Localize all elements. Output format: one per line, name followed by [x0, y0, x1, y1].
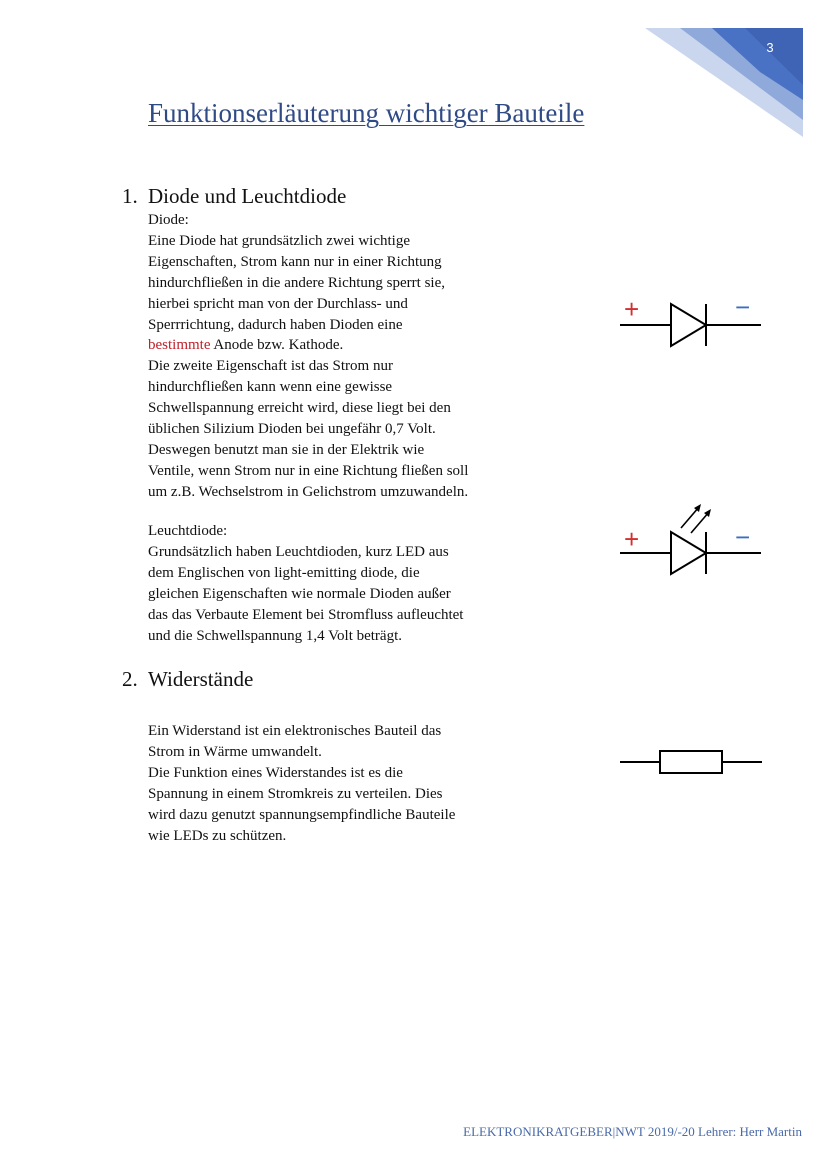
- text-line: Eigenschaften, Strom kann nur in einer Richtung: [148, 253, 442, 270]
- text-line: Spannung in einem Stromkreis zu verteilen. Dies: [148, 785, 443, 802]
- text-line-highlight: [148, 335, 528, 356]
- text-line: Ventile, wenn Strom nur in eine Richtung fließen soll: [148, 462, 469, 479]
- text-line: Grundsätzlich haben Leuchtdioden, kurz LED aus: [148, 543, 449, 560]
- corner-decoration: [0, 0, 828, 160]
- diode-symbol: [615, 295, 765, 351]
- led-symbol: [615, 500, 765, 580]
- text-line: Deswegen benutzt man sie in der Elektrik wie: [148, 441, 425, 458]
- text-line: Eine Diode hat grundsätzlich zwei wichtige: [148, 232, 410, 249]
- text-line: Sperrrichtung, dadurch haben Dioden eine: [148, 316, 403, 333]
- text-line: um z.B. Wechselstrom in Gelichstrom umzuwandeln.: [148, 483, 469, 500]
- led-paragraph: [148, 521, 528, 646]
- text-line: Die zweite Eigenschaft ist das Strom nur: [148, 358, 393, 375]
- section-number: 1.: [122, 184, 138, 208]
- text-line: das das Verbaute Element bei Stromfluss aufleuchtet: [148, 606, 464, 623]
- text-line: wie LEDs zu schützen.: [148, 827, 287, 844]
- text-fragment: Anode bzw. Kathode.: [210, 337, 344, 354]
- text-line: Schwellspannung erreicht wird, diese liegt bei den: [148, 400, 451, 417]
- text-line: und die Schwellspannung 1,4 Volt beträgt.: [148, 627, 403, 644]
- text-line: Strom in Wärme umwandelt.: [148, 743, 322, 760]
- text-line: üblichen Silizium Dioden bei ungefähr 0,7 Volt.: [148, 421, 436, 438]
- text-line: hierbei spricht man von der Durchlass- und: [148, 295, 408, 312]
- text-line: dem Englischen von light-emitting diode, die: [148, 564, 420, 581]
- diode-paragraph: [148, 210, 528, 503]
- page-footer: ELEKTRONIKRATGEBER|NWT 2019/-20 Lehrer: Herr Martin: [463, 1124, 802, 1139]
- minus-sign: −: [735, 295, 751, 322]
- section-number: 2.: [122, 667, 138, 691]
- text-line: hindurchfließen kann wenn eine gewisse: [148, 379, 393, 396]
- minus-sign: −: [735, 522, 751, 552]
- text-line: Die Funktion eines Widerstandes ist es die: [148, 764, 403, 781]
- led-label: Leuchtdiode:: [148, 523, 228, 539]
- section-title: Diode und Leuchtdiode: [148, 184, 347, 208]
- text-line: gleichen Eigenschaften wie normale Dioden außer: [148, 585, 451, 602]
- page-number: 3: [766, 40, 774, 55]
- page-title: Funktionserläuterung wichtiger Bauteile: [148, 98, 585, 128]
- diode-label: Diode:: [148, 212, 189, 228]
- section-title: Widerstände: [148, 667, 254, 691]
- resistor-paragraph: [148, 721, 528, 846]
- highlighted-word: bestimmte: [148, 337, 211, 354]
- plus-sign: +: [624, 295, 640, 324]
- plus-sign: +: [624, 524, 640, 554]
- text-line: wird dazu genutzt spannungsempfindliche Bauteile: [148, 806, 456, 823]
- section-heading-diodes: [122, 184, 346, 209]
- resistor-symbol: [615, 742, 765, 782]
- text-line: Ein Widerstand ist ein elektronisches Bauteil das: [148, 723, 442, 739]
- text-line: hindurchfließen in die andere Richtung sperrt sie,: [148, 274, 445, 291]
- section-heading-resistors: [122, 667, 253, 692]
